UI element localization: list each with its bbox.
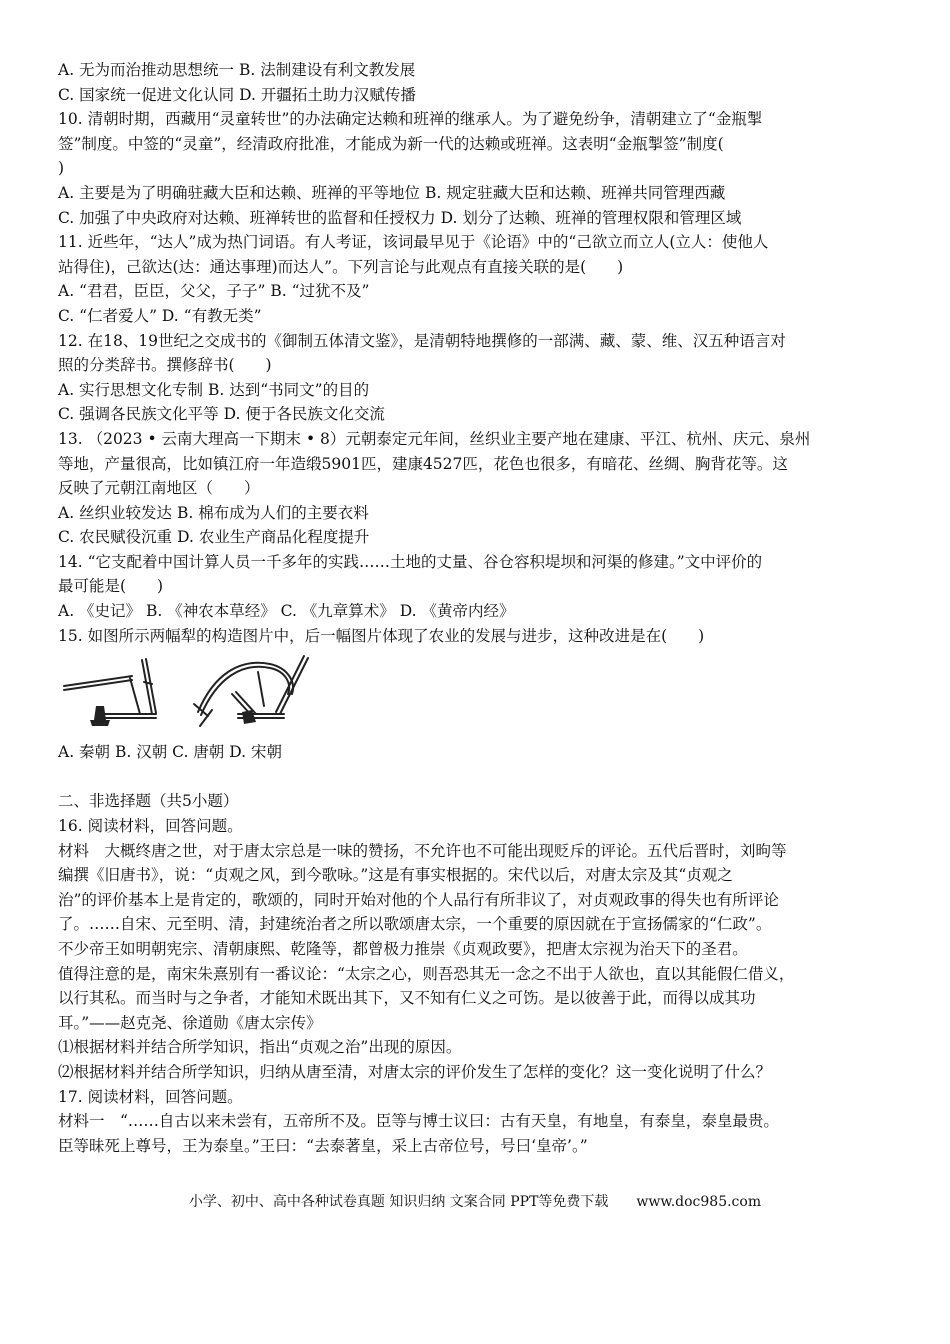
text-line: 材料 大概终唐之世，对于唐太宗总是一味的赞扬，不允许也不可能出现贬斥的评论。五代后晋时，刘昫等 (58, 841, 787, 860)
text-line: 12. 在18、19世纪之交成书的《御制五体清文鉴》，是清朝特地撰修的一部满、藏、蒙、维、汉五种语言对 (58, 331, 786, 350)
curved-plough-icon (192, 654, 318, 734)
text-line: 臣等昧死上尊号，王为泰皇。”王曰：“去泰著皇，采上古帝位号，号曰‘皇帝’。” (58, 1136, 588, 1155)
text-line: 签”制度。中签的“灵童”，经清政府批准，才能成为新一代的达赖或班禅。这表明“金瓶掣签”制度( (58, 134, 724, 153)
text-line: 14. “它支配着中国计算人员一千多年的实践……土地的丈量、谷仓容积堤坝和河渠的修建。”文中评价的 (58, 552, 763, 571)
text-line: C. 国家统一促进文化认同 D. 开疆拓土助力汉赋传播 (58, 85, 416, 104)
text-line: 等地，产量很高，比如镇江府一年造缎5901匹，建康4527匹，花色也很多，有暗花、丝绸、胸背花等。这 (58, 454, 788, 473)
text-line: 材料一 “……自古以来未尝有，五帝所不及。臣等与博士议曰：古有天皇，有地皇，有泰皇，泰皇最贵。 (58, 1112, 779, 1131)
text-line: 16. 阅读材料，回答问题。 (58, 817, 243, 836)
text-line: A. 《史记》 B. 《神农本草经》 C. 《九章算术》 D. 《黄帝内经》 (58, 602, 515, 621)
text-line: A. 无为而治推动思想统一 B. 法制建设有利文教发展 (58, 61, 416, 79)
text-line: ) (58, 159, 65, 178)
text-line: A. “君君，臣臣，父父，子子” B. “过犹不及” (58, 282, 370, 301)
text-line: C. 加强了中央政府对达赖、班禅转世的监督和任授权力 D. 划分了达赖、班禅的管理权限和管理区域 (58, 208, 742, 227)
text-line: 了。……自宋、元至明、清，封建统治者之所以歌颂唐太宗，一个重要的原因就在于宣扬儒家的“仁政”。 (58, 915, 772, 934)
text-line: 不少帝王如明朝宪宗、清朝康熙、乾隆等，都曾极力推崇《贞观政要》，把唐太宗视为治天下的圣君。 (58, 940, 748, 958)
text-line: 13. （2023 • 云南大理高一下期末 • 8）元朝泰定元年间，丝织业主要产地在建康、平江、杭州、庆元、泉州 (58, 429, 811, 448)
text-line: 15. 如图所示两幅犁的构造图片中，后一幅图片体现了农业的发展与进步，这种改进是在( ) (58, 626, 705, 645)
non-choice-section (58, 789, 898, 1158)
page-content (58, 58, 898, 1158)
text-line: 耳。”——赵克尧、徐道勋《唐太宗传》 (58, 1013, 322, 1032)
text-line: 最可能是( ) (58, 577, 164, 596)
text-line: 17. 阅读材料，回答问题。 (58, 1087, 243, 1106)
text-line: A. 实行思想文化专制 B. 达到“书同文”的目的 (58, 380, 370, 399)
text-line: 照的分类辞书。撰修辞书( ) (58, 356, 272, 375)
text-line: 10. 清朝时期，西藏用“灵童转世”的办法确定达赖和班禅的继承人。为了避免纷争，清朝建立了“金瓶掣 (58, 110, 763, 129)
text-line: A. 丝织业较发达 B. 棉布成为人们的主要衣料 (58, 503, 369, 522)
text-line: 反映了元朝江南地区（ ） (58, 479, 260, 498)
text-line: 编撰《旧唐书》，说：“贞观之风，到今歌咏。”这是有事实根据的。宋代以后，对唐太宗及其“贞观之 (58, 866, 733, 885)
answer-options-q15 (58, 740, 898, 765)
old-plough-icon (60, 654, 162, 730)
text-line: C. 农民赋役沉重 D. 农业生产商品化程度提升 (58, 528, 370, 547)
text-line: 治”的评价基本上是肯定的，歌颂的，同时开始对他的个人品行有所非议了，对贞观政事的得失也有所评论 (58, 890, 779, 909)
text-line: ⑵根据材料并结合所学知识，归纳从唐至清，对唐太宗的评价发生了怎样的变化？这一变化说明了什么？ (58, 1062, 772, 1081)
text-line: C. “仁者爱人” D. “有教无类” (58, 306, 262, 325)
text-line: ⑴根据材料并结合所学知识，指出“贞观之治”出现的原因。 (58, 1038, 462, 1057)
page-footer: 小学、初中、高中各种试卷真题 知识归纳 文案合同 PPT等免费下载 www.doc985.com (188, 1194, 762, 1210)
text-line: 二、非选择题（共5小题） (58, 792, 239, 811)
plough-figure (58, 652, 898, 738)
text-line: 以行其私。而当时与之争者，才能知术既出其下，又不知有仁义之可饬。是以彼善于此，而得以成其功 (58, 989, 756, 1008)
text-line: 站得住)，己欲达(达：通达事理)而达人”。下列言论与此观点有直接关联的是( ) (58, 257, 624, 276)
text-line: 11. 近些年，“达人”成为热门词语。有人考证，该词最早见于《论语》中的“己欲立而立人(立人：使他人 (58, 233, 769, 252)
section-gap (58, 765, 898, 790)
text-line: C. 强调各民族文化平等 D. 便于各民族文化交流 (58, 405, 385, 424)
text-line: A. 主要是为了明确驻藏大臣和达赖、班禅的平等地位 B. 规定驻藏大臣和达赖、班禅共同管理西藏 (58, 183, 726, 202)
text-line: 值得注意的是，南宋朱熹别有一番议论：“太宗之心，则吾恐其无一念之不出于人欲也，直以其能假仁借义， (58, 964, 795, 983)
questions-block (58, 58, 898, 648)
text-line: A. 秦朝 B. 汉朝 C. 唐朝 D. 宋朝 (58, 743, 282, 762)
